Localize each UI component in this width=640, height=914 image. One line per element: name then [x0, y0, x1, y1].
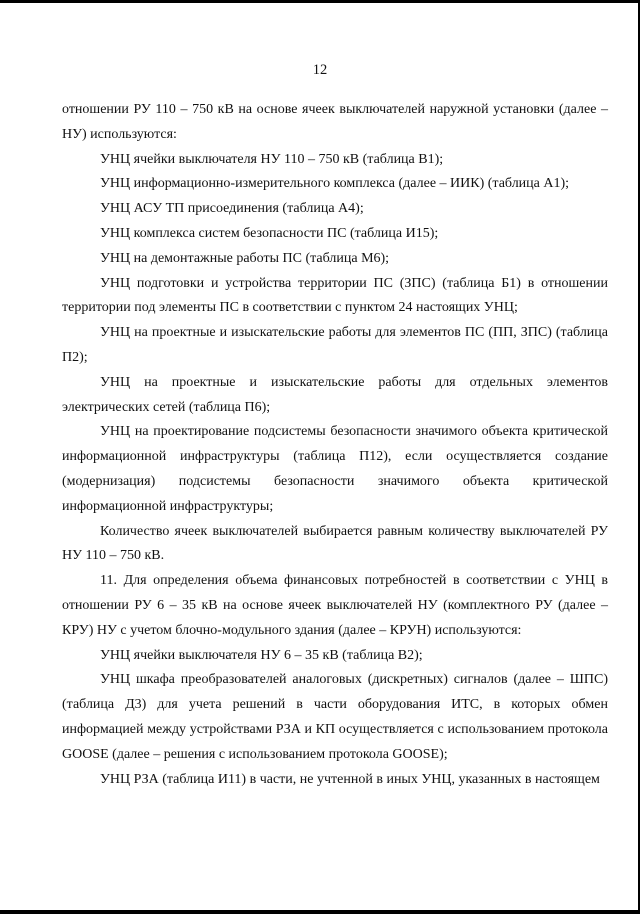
- list-item: УНЦ комплекса систем безопасности ПС (таблица И15);: [100, 225, 439, 241]
- document-body: [62, 98, 608, 792]
- list-item: УНЦ АСУ ТП присоединения (таблица А4);: [100, 201, 364, 217]
- list-item: УНЦ шкафа преобразователей аналоговых (дискретных) сигналов (далее – ШПС) (таблица Д3) для учета решений в части оборудования ИТС, в которых обмен информацией между устройствами РЗА и КП осуществляется с использованием протокола GOOSE (далее – решения с использованием протокола GOOSE);: [62, 672, 608, 762]
- page-number: 12: [312, 62, 328, 78]
- list-item: УНЦ на проектные и изыскательские работы для элементов ПС (ПП, ЗПС) (таблица П2);: [62, 325, 608, 365]
- list-item: УНЦ ячейки выключателя НУ 6 – 35 кВ (таблица В2);: [100, 647, 423, 663]
- paragraph: Количество ячеек выключателей выбирается равным количеству выключателей РУ НУ 110 – 750 кВ.: [62, 523, 608, 564]
- list-item: УНЦ на проектирование подсистемы безопасности значимого объекта критической информационной инфраструктуры (таблица П12), если осуществляется создание (модернизация) подсистемы безопасности значимого объекта критической информационной инфраструктуры;: [62, 424, 608, 514]
- list-item: УНЦ на демонтажные работы ПС (таблица М6);: [100, 250, 390, 266]
- list-item: УНЦ информационно-измерительного комплекса (далее – ИИК) (таблица А1);: [100, 176, 570, 192]
- list-item: УНЦ подготовки и устройства территории ПС (ЗПС) (таблица Б1) в отношении территории под элементы ПС в соответствии с пунктом 24 настоящих УНЦ;: [62, 275, 608, 316]
- list-item: УНЦ ячейки выключателя НУ 110 – 750 кВ (таблица В1);: [100, 151, 444, 167]
- scan-border-top: [0, 0, 640, 3]
- list-item: УНЦ на проектные и изыскательские работы для отдельных элементов электрических сетей (таблица П6);: [62, 374, 608, 415]
- list-item: УНЦ РЗА (таблица И11) в части, не учтенной в иных УНЦ, указанных в настоящем: [100, 771, 600, 787]
- scan-border-bottom: [0, 910, 640, 914]
- paragraph-continuation: отношении РУ 110 – 750 кВ на основе ячеек выключателей наружной установки (далее – НУ) используются:: [62, 102, 608, 142]
- clause-11: 11. Для определения объема финансовых потребностей в соответствии с УНЦ в отношении РУ 6 – 35 кВ на основе ячеек выключателей НУ (комплектного РУ (далее – КРУ) НУ с учетом блочно-модульного здания (далее – КРУН) используются:: [62, 573, 608, 638]
